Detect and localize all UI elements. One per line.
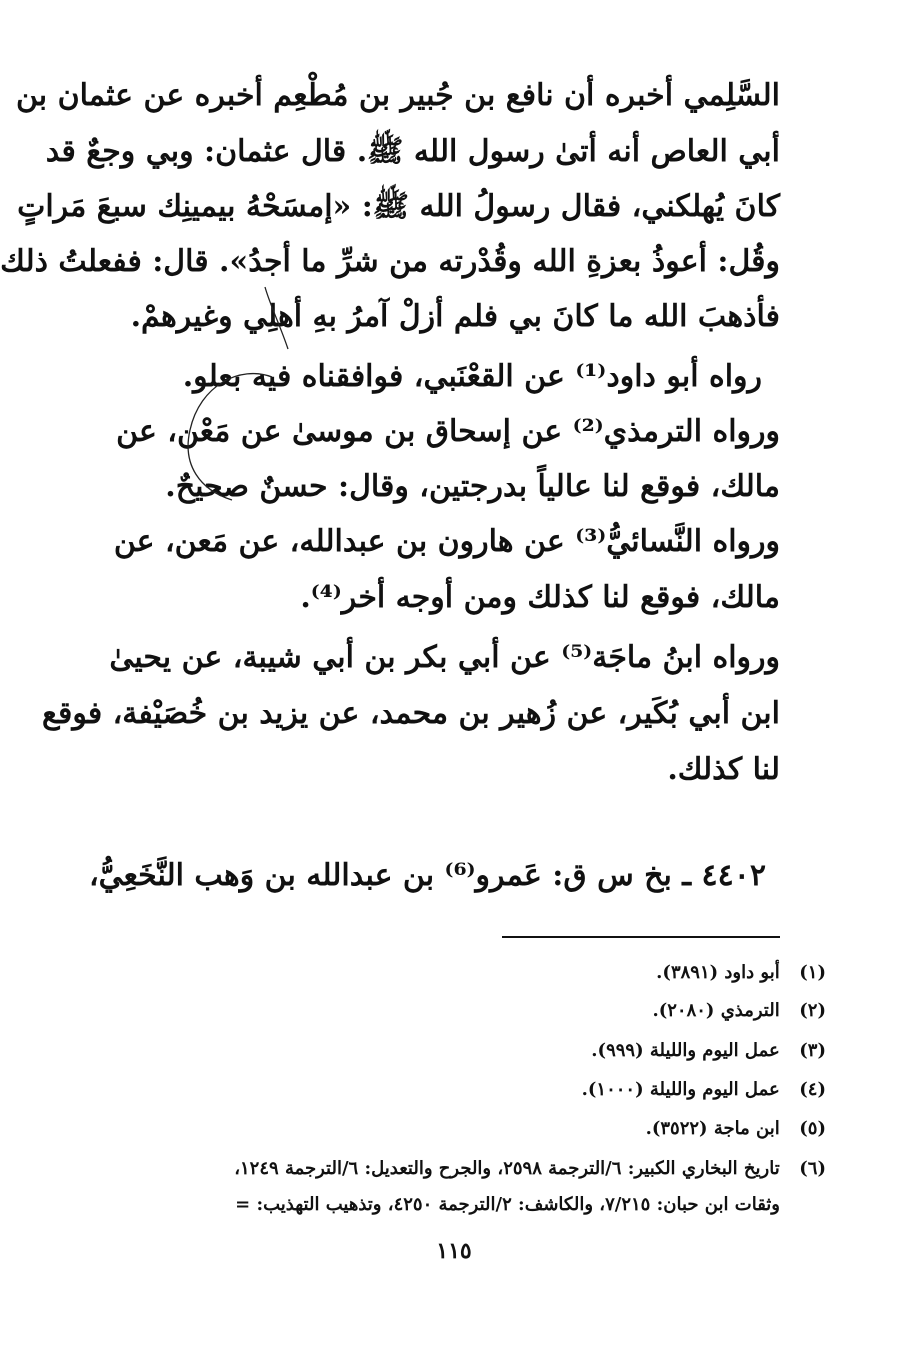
body-line-9: ورواه النَّسائيُّ⁽³⁾ عن هارون بن عبدالله، عن مَعن، عن [113, 524, 780, 559]
body-line-6: رواه أبو داود⁽¹⁾ عن القعْنَبي، فوافقناه فيه بعلو. [182, 359, 762, 394]
entry-heading: ٤٤٠٢ ـ بخ س ق: عَمرو⁽⁶⁾ بن عبدالله بن وَهب النَّخَعِيُّ، [88, 858, 766, 893]
footnote-1 [96, 958, 826, 988]
body-line-13: لنا كذلك. [667, 752, 780, 787]
footnote-number: (١) [799, 962, 826, 983]
footnote-6 [96, 1154, 826, 1184]
body-line-7: ورواه الترمذي⁽²⁾ عن إسحاق بن موسىٰ عن مَعْن، عن [116, 414, 780, 449]
footnote-divider [502, 936, 780, 938]
footnote-number: (٢) [799, 1000, 826, 1021]
footnote-text: أبو داود (٣٨٩١). [656, 962, 780, 983]
body-line-5: فأذهبَ الله ما كانَ بي فلم أزلْ آمرُ بهِ أهلِي وغيرهمْ. [130, 299, 780, 334]
footnote-text: تاريخ البخاري الكبير: ٦/الترجمة ٢٥٩٨، والجرح والتعديل: ٦/الترجمة ١٢٤٩، [234, 1158, 780, 1179]
footnote-4 [96, 1075, 826, 1105]
body-line-1: السَّلِمي أخبره أن نافع بن جُبير بن مُطْعِم أخبره عن عثمان بن [15, 78, 780, 113]
body-line-8: مالك، فوقع لنا عالياً بدرجتين، وقال: حسنٌ صحيحٌ. [165, 469, 780, 504]
footnote-5 [96, 1114, 826, 1144]
footnote-number: (٣) [799, 1040, 826, 1061]
body-line-4: وقُل: أعوذُ بعزةِ الله وقُدْرته من شرِّ ما أجدُ». قال: ففعلتُ ذلك [0, 244, 780, 279]
footnote-text: عمل اليوم والليلة (٩٩٩). [591, 1040, 780, 1061]
page-number: ١١٥ [436, 1238, 472, 1264]
body-line-12: ابن أبي بُكَير، عن زُهير بن محمد، عن يزيد بن خُصَيْفة، فوقع [42, 696, 780, 731]
footnote-number: (٤) [799, 1079, 826, 1100]
footnote-number: (٥) [799, 1118, 826, 1139]
body-line-2: أبي العاص أنه أتىٰ رسول الله ﷺ. قال عثمان: وبي وجعٌ قد [45, 134, 780, 169]
body-line-10: مالك، فوقع لنا كذلك ومن أوجه أخر⁽⁴⁾. [300, 580, 780, 615]
body-line-3: كانَ يُهلكني، فقال رسولُ الله ﷺ: «إمسَحْهُ بيمينِك سبعَ مَراتٍ [17, 189, 780, 224]
body-line-11: ورواه ابنُ ماجَة⁽⁵⁾ عن أبي بكر بن أبي شيبة، عن يحيىٰ [109, 640, 780, 675]
footnote-6-continuation: وثقات ابن حبان: ٧/٢١٥، والكاشف: ٢/الترجمة ٤٢٥٠، وتذهيب التهذيب: = [235, 1194, 780, 1215]
footnote-number: (٦) [799, 1158, 826, 1179]
footnote-text: ابن ماجة (٣٥٢٢). [645, 1118, 780, 1139]
footnote-text: عمل اليوم والليلة (١٠٠٠). [581, 1079, 780, 1100]
footnote-2 [96, 996, 826, 1026]
footnote-3 [96, 1036, 826, 1066]
footnote-text: الترمذي (٢٠٨٠). [652, 1000, 780, 1021]
